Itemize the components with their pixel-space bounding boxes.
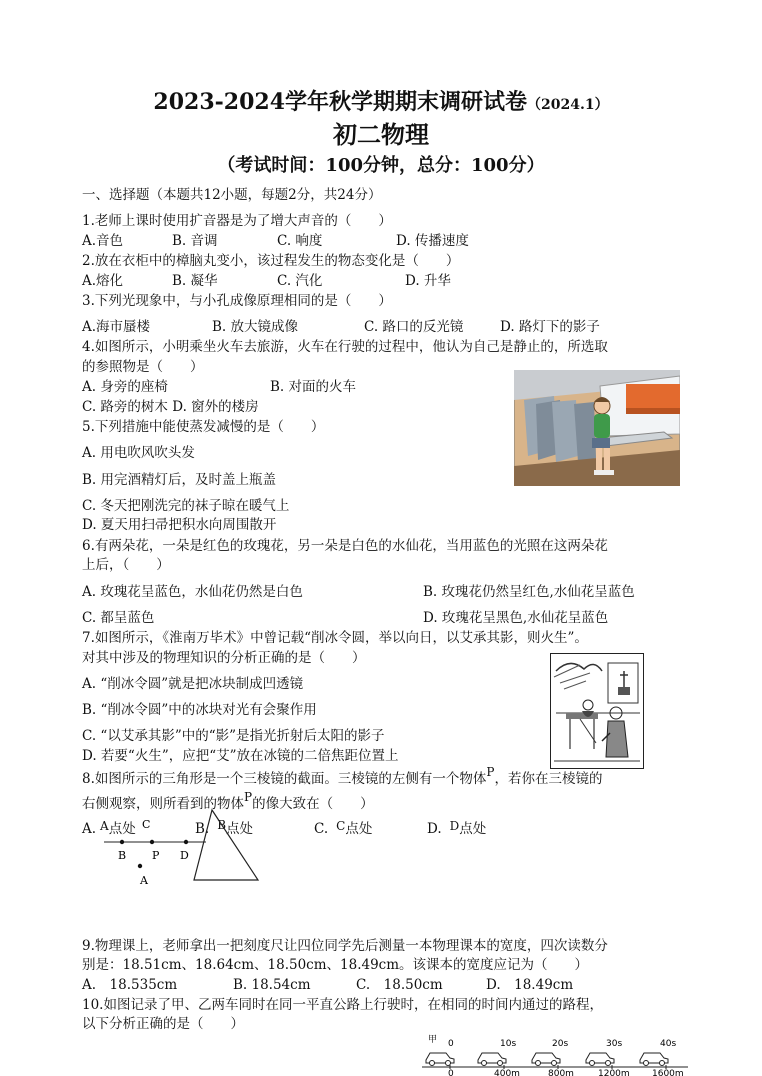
q3-option-a: A.海市蜃楼 [82,319,151,335]
car-label: 甲 [428,1035,438,1045]
fig-point-d-dot [184,840,188,844]
q8-option-d-mark: D [449,819,460,833]
q2-stem: 2.放在衣柜中的樟脑丸变小，该过程发生的物态变化是（ ） [82,253,460,269]
fig-point-b-dot [120,840,124,844]
exam-title-main: 2023-2024学年秋学期期末调研试卷 [153,89,527,115]
q7-stem-line2: 对其中涉及的物理知识的分析正确的是（ ） [82,650,366,666]
distance-label-400m: 400m [494,1069,520,1076]
prism-triangle [194,810,258,880]
q8-option-d [427,820,486,838]
exam-title [0,88,762,119]
fig-point-d-label: D [180,849,189,862]
q7-stem-line1: 7.如图所示，《淮南万毕术》中曾记载“削冰令圆，举以向日，以艾承其影，则火生”。 [82,630,588,646]
fig-point-p-dot [150,840,154,844]
q6-option-b: B. 玫瑰花仍然呈红色,水仙花呈蓝色 [423,584,635,600]
prism-diagram [100,808,270,890]
q4-stem-line2: 的参照物是（ ） [82,359,204,375]
distance-label-1200m: 1200m [598,1069,630,1076]
q2-option-c: C. 汽化 [277,273,323,289]
q4-option-a: A. 身旁的座椅 [82,379,168,395]
distance-label-1600m: 1600m [652,1069,684,1076]
time-label-0: 0 [448,1039,454,1049]
q1-stem: 1.老师上课时使用扩音器是为了增大声音的（ ） [82,213,392,229]
q6-stem-line2: 上后，（ ） [82,557,170,573]
fig-point-p-label: P [152,849,160,862]
q8-p-label-2: P [244,790,253,804]
q8-option-c-text: 点处 [345,821,373,837]
q8-stem-line2a: 右侧观察，则所看到的物体 [82,796,244,812]
fig-point-b-label: B [118,849,127,862]
q2-option-a: A.熔化 [82,273,124,289]
subject-title: 初二物理 [333,120,429,149]
q5-option-a: A. 用电吹风吹头发 [82,445,195,461]
q3-option-b: B. 放大镜成像 [212,319,299,335]
q8-option-c-mark: C [336,819,346,833]
q5-stem: 5.下列措施中能使蒸发减慢的是（ ） [82,419,325,435]
time-label-40s: 40s [660,1039,677,1049]
distance-label-0: 0 [448,1069,454,1076]
section-heading: 一、选择题（本题共12小题，每题2分，共24分） [82,187,382,203]
distance-label-800m: 800m [548,1069,574,1076]
q8-option-c [314,820,372,838]
car-icon [478,1053,506,1066]
car-icon [426,1053,454,1066]
q6-option-c: C. 都呈蓝色 [82,610,155,626]
q1-option-b: B. 音调 [172,233,218,249]
q9-stem-line2: 别是：18.51cm、18.64cm、18.50cm、18.49cm。该课本的宽度应记为（ ） [82,957,589,973]
q5-option-c: C. 冬天把刚洗完的袜子晾在暖气上 [82,498,290,514]
q6-option-d: D. 玫瑰花呈黑色,水仙花呈蓝色 [423,610,609,626]
q3-option-d: D. 路灯下的影子 [500,319,600,335]
car-icon [586,1053,614,1066]
fig-point-a-label: A [140,874,148,887]
q8-option-c-letter: C. [314,821,329,837]
q3-stem: 3.下列光现象中，与小孔成像原理相同的是（ ） [82,293,392,309]
q9-option-a: A. 18.535cm [82,977,178,993]
q2-option-b: B. 凝华 [172,273,218,289]
q5-option-b: B. 用完酒精灯后，及时盖上瓶盖 [82,472,277,488]
q10-stem-line1: 10.如图记录了甲、乙两车同时在同一平直公路上行驶时，在相同的时间内通过的路程， [82,997,603,1013]
q9-option-d: D. 18.49cm [486,977,574,993]
q10-stem-line2: 以下分析正确的是（ ） [82,1016,244,1032]
q8-option-a-letter: A. [82,821,97,837]
q7-option-c: C. “以艾承其影”中的“影”是指光折射后太阳的影子 [82,728,385,744]
q6-stem-line1: 6.有两朵花，一朵是红色的玫瑰花，另一朵是白色的水仙花，当用蓝色的光照在这两朵花 [82,538,608,554]
q1-option-c: C. 响度 [277,233,323,249]
ancient-ice-lens-illustration [550,653,644,769]
q8-option-b-letter: B. [195,821,210,837]
q4-stem-line1: 4.如图所示，小明乘坐火车去旅游，火车在行驶的过程中，他认为自己是静止的，所选取 [82,339,608,355]
q8-option-a-text: 点处 [108,821,136,837]
fig-point-c-label: C [142,818,151,831]
q8-option-b-text: 点处 [226,821,254,837]
q8-option-d-letter: D. [427,821,442,837]
car-motion-diagram [420,1034,690,1076]
q1-option-d: D. 传播速度 [396,233,469,249]
time-label-30s: 30s [606,1039,623,1049]
q8-option-d-text: 点处 [459,821,487,837]
q8-stem-line1b: ，若你在三棱镜的 [494,771,603,787]
q7-option-d: D. 若要“火生”，应把“艾”放在冰镜的二倍焦距位置上 [82,748,399,764]
q9-option-c: C. 18.50cm [356,977,443,993]
exam-title-date: （2024.1） [527,97,609,113]
q8-stem-line1a: 8.如图所示的三角形是一个三棱镜的截面。三棱镜的左侧有一个物体 [82,771,487,787]
train-interior-illustration [514,370,680,486]
q4-option-cd: C. 路旁的树木 D. 窗外的楼房 [82,399,259,415]
car-icon [532,1053,560,1066]
q8-option-b-mark: B [217,818,227,832]
q8-p-label-1: P [486,765,495,779]
q4-option-b: B. 对面的火车 [270,379,357,395]
q9-stem-line1: 9.物理课上，老师拿出一把刻度尺让四位同学先后测量一本物理课本的宽度，四次读数分 [82,938,608,954]
q5-option-d: D. 夏天用扫帚把积水向周围散开 [82,517,277,533]
q1-option-a: A.音色 [82,233,124,249]
time-label-20s: 20s [552,1039,569,1049]
q9-option-b: B. 18.54cm [233,977,311,993]
q7-option-b: B. “削冰令圆”中的冰块对光有会聚作用 [82,702,317,718]
time-label-10s: 10s [500,1039,517,1049]
fig-point-a-dot [138,864,142,868]
q8-option-a-mark: A [100,819,109,833]
exam-info: （考试时间：100分钟，总分：100分） [217,155,545,176]
q6-option-a: A. 玫瑰花呈蓝色，水仙花仍然是白色 [82,584,303,600]
q7-option-a: A. “削冰令圆”就是把冰块制成凹透镜 [82,676,304,692]
q2-option-d: D. 升华 [405,273,451,289]
q8-stem-line2b: 的像大致在（ ） [252,796,374,812]
q3-option-c: C. 路口的反光镜 [364,319,464,335]
car-icon [640,1053,668,1066]
q8-stem-line1 [82,765,603,788]
